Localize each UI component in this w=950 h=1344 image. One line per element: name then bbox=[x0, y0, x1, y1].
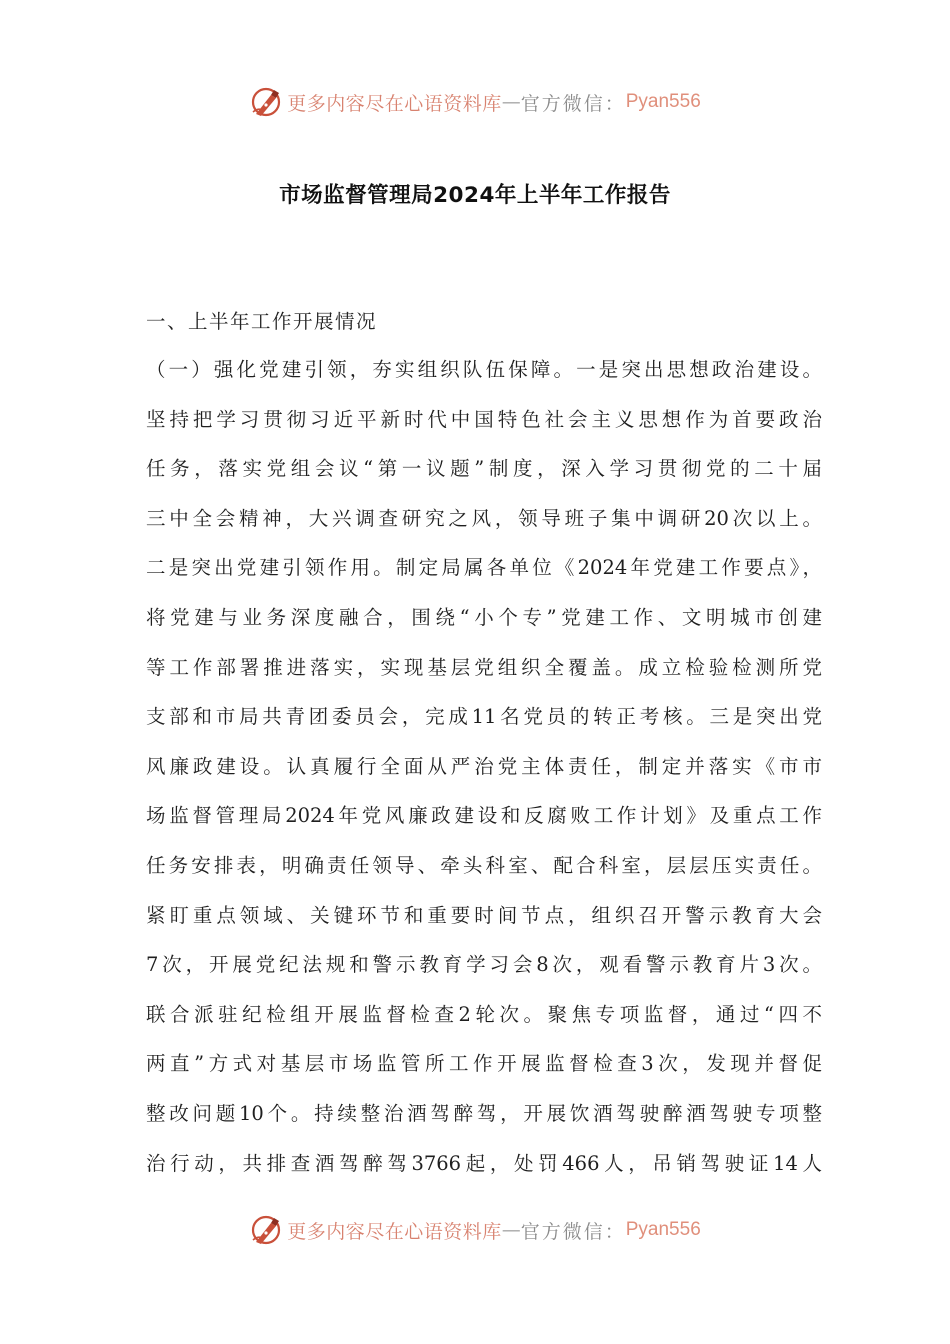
body-line: 支部和市局共青团委员会，完成11名党员的转正考核。三是突出党 bbox=[146, 705, 822, 729]
pen-nib-logo-icon bbox=[249, 1213, 283, 1247]
document-title: 市场监督管理局2024年上半年工作报告 bbox=[279, 183, 671, 208]
body-line: 整改问题10个。持续整治酒驾醉驾，开展饮酒驾驶醉酒驾驶专项整 bbox=[146, 1101, 822, 1125]
body-line: 两直”方式对基层市场监管所工作开展监督检查3次，发现并督促 bbox=[146, 1052, 822, 1076]
body-line: 二是突出党建引领作用。制定局属各单位《2024年党建工作要点》， bbox=[146, 556, 822, 580]
footer-watermark-banner bbox=[0, 1210, 950, 1250]
banner-wechat-id: Pyan556 bbox=[625, 91, 701, 112]
banner-separator: — bbox=[501, 1219, 521, 1241]
body-line: 坚持把学习贯彻习近平新时代中国特色社会主义思想作为首要政治 bbox=[146, 407, 822, 431]
banner-wechat-id: Pyan556 bbox=[625, 1219, 701, 1240]
body-line: 三中全会精神，大兴调查研究之风，领导班子集中调研20次以上。 bbox=[146, 506, 822, 530]
banner-text: 更多内容尽在心语资料库 bbox=[287, 1220, 502, 1243]
body-line: 联合派驻纪检组开展监督检查2轮次。聚焦专项监督，通过“四不 bbox=[146, 1002, 822, 1026]
body-line: 任务，落实党组会议“第一议题”制度，深入学习贯彻党的二十届 bbox=[146, 457, 822, 481]
body-line: 场监督管理局2024年党风廉政建设和反腐败工作计划》及重点工作 bbox=[146, 804, 822, 828]
body-line: 任务安排表，明确责任领导、牵头科室、配合科室，层层压实责任。 bbox=[146, 853, 822, 877]
pen-nib-logo-icon bbox=[249, 85, 283, 119]
document-body bbox=[146, 345, 826, 1188]
body-line: 治行动，共排查酒驾醉驾3766起，处罚466人，吊销驾驶证14人 bbox=[146, 1151, 822, 1175]
banner-separator: — bbox=[501, 91, 521, 113]
header-watermark-banner bbox=[0, 82, 950, 122]
section-heading: 一、上半年工作开展情况 bbox=[146, 310, 378, 333]
body-line: 等工作部署推进落实，实现基层党组织全覆盖。成立检验检测所党 bbox=[146, 655, 822, 679]
body-line: 紧盯重点领域、关键环节和重要时间节点，组织召开警示教育大会 bbox=[146, 903, 822, 927]
body-line: 风廉政建设。认真履行全面从严治党主体责任，制定并落实《市市 bbox=[146, 754, 822, 778]
body-line: （一）强化党建引领，夯实组织队伍保障。一是突出思想政治建设。 bbox=[146, 358, 822, 381]
body-line: 将党建与业务深度融合，围绕“小个专”党建工作、文明城市创建 bbox=[146, 605, 822, 629]
banner-text: 更多内容尽在心语资料库 bbox=[287, 92, 502, 115]
body-line: 7次，开展党纪法规和警示教育学习会8次，观看警示教育片3次。 bbox=[146, 953, 822, 977]
banner-wechat-label: 官方微信： bbox=[520, 92, 626, 115]
banner-wechat-label: 官方微信： bbox=[520, 1220, 626, 1243]
